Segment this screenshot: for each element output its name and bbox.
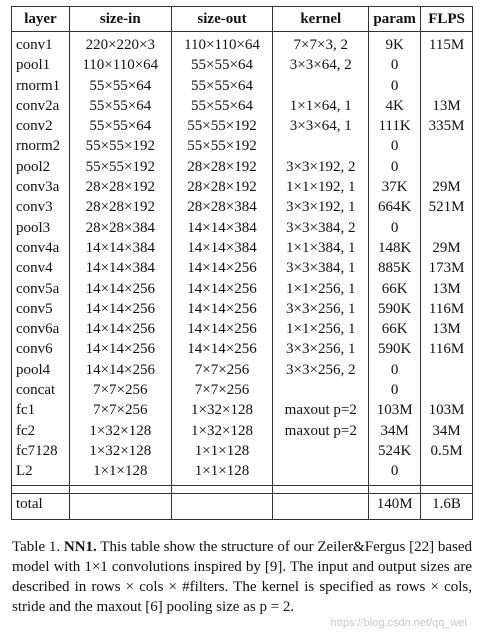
cell-kernel: maxout p=2 [273, 421, 369, 441]
cell-layer: conv5a [12, 279, 70, 299]
total-param: 140M [369, 493, 421, 519]
table-row [12, 380, 473, 400]
cell-size-out: 14×14×256 [171, 299, 273, 319]
cell-layer: conv3a [12, 177, 70, 197]
cell-kernel: 1×1×256, 1 [273, 279, 369, 299]
cell-flps [421, 136, 473, 156]
cell-layer: rnorm2 [12, 136, 70, 156]
cell-size-out: 1×1×128 [171, 461, 273, 485]
cell-param: 0 [369, 136, 421, 156]
table-total-row [12, 493, 473, 519]
cell-param: 66K [369, 279, 421, 299]
cell-param: 0 [369, 157, 421, 177]
caption-label: Table 1. [12, 539, 61, 555]
table-row [12, 360, 473, 380]
total-size-out [171, 493, 273, 519]
cell-layer: conv2 [12, 116, 70, 136]
cell-size-out: 55×55×192 [171, 116, 273, 136]
cell-size-out: 28×28×192 [171, 157, 273, 177]
table-row [12, 32, 473, 56]
cell-kernel: 3×3×384, 1 [273, 258, 369, 278]
cell-size-in: 7×7×256 [69, 380, 171, 400]
total-size-in [69, 493, 171, 519]
cell-size-out: 14×14×384 [171, 238, 273, 258]
cell-size-out: 7×7×256 [171, 360, 273, 380]
cell-size-out: 1×32×128 [171, 400, 273, 420]
cell-layer: conv5 [12, 299, 70, 319]
table-row [12, 400, 473, 420]
header-param: param [369, 7, 421, 32]
cell-kernel: 3×3×64, 2 [273, 55, 369, 75]
cell-param: 664K [369, 197, 421, 217]
table-row [12, 339, 473, 359]
cell-size-out: 55×55×64 [171, 55, 273, 75]
table-spacer [12, 485, 473, 493]
header-size-in: size-in [69, 7, 171, 32]
table-row [12, 197, 473, 217]
header-size-out: size-out [171, 7, 273, 32]
cell-size-in: 55×55×192 [69, 136, 171, 156]
cell-param: 37K [369, 177, 421, 197]
table-row [12, 177, 473, 197]
cell-flps [421, 218, 473, 238]
cell-layer: L2 [12, 461, 70, 485]
cell-size-out: 55×55×64 [171, 96, 273, 116]
cell-size-in: 55×55×64 [69, 116, 171, 136]
cell-size-out: 14×14×256 [171, 339, 273, 359]
cell-param: 66K [369, 319, 421, 339]
cell-size-in: 14×14×384 [69, 258, 171, 278]
cell-size-out: 14×14×256 [171, 258, 273, 278]
cell-size-in: 220×220×3 [69, 32, 171, 56]
cell-layer: conv2a [12, 96, 70, 116]
cell-size-out: 7×7×256 [171, 380, 273, 400]
cell-layer: pool2 [12, 157, 70, 177]
cell-layer: conv3 [12, 197, 70, 217]
cell-size-in: 14×14×256 [69, 299, 171, 319]
cell-kernel [273, 136, 369, 156]
cell-kernel: 3×3×64, 1 [273, 116, 369, 136]
cell-param: 524K [369, 441, 421, 461]
cell-kernel: 3×3×256, 1 [273, 299, 369, 319]
cell-flps [421, 76, 473, 96]
cell-size-out: 1×32×128 [171, 421, 273, 441]
cell-param: 4K [369, 96, 421, 116]
cell-flps: 13M [421, 96, 473, 116]
cell-kernel: 1×1×64, 1 [273, 96, 369, 116]
cell-size-in: 28×28×192 [69, 177, 171, 197]
cell-size-out: 1×1×128 [171, 441, 273, 461]
cell-flps [421, 55, 473, 75]
cell-size-in: 1×32×128 [69, 441, 171, 461]
caption-table-name: NN1. [63, 539, 97, 555]
cell-size-out: 28×28×384 [171, 197, 273, 217]
cell-size-in: 28×28×384 [69, 218, 171, 238]
header-kernel: kernel [273, 7, 369, 32]
cell-flps: 173M [421, 258, 473, 278]
cell-size-in: 14×14×256 [69, 360, 171, 380]
cell-param: 0 [369, 360, 421, 380]
header-flps: FLPS [421, 7, 473, 32]
cell-size-out: 110×110×64 [171, 32, 273, 56]
cell-kernel [273, 380, 369, 400]
cell-param: 111K [369, 116, 421, 136]
cell-layer: conv6 [12, 339, 70, 359]
cell-flps: 34M [421, 421, 473, 441]
cell-size-out: 55×55×192 [171, 136, 273, 156]
watermark-text: https://blog.csdn.net/qq_wel [330, 617, 467, 629]
cell-param: 9K [369, 32, 421, 56]
cell-size-in: 1×32×128 [69, 421, 171, 441]
cell-size-in: 14×14×384 [69, 238, 171, 258]
cell-size-in: 55×55×192 [69, 157, 171, 177]
structure-table-container [11, 6, 473, 520]
cell-size-in: 1×1×128 [69, 461, 171, 485]
table-row [12, 238, 473, 258]
cell-size-in: 14×14×256 [69, 279, 171, 299]
cell-layer: concat [12, 380, 70, 400]
cell-flps [421, 360, 473, 380]
cell-layer: pool3 [12, 218, 70, 238]
table-row [12, 461, 473, 485]
cell-flps: 13M [421, 279, 473, 299]
cell-flps: 13M [421, 319, 473, 339]
cell-layer: rnorm1 [12, 76, 70, 96]
total-kernel [273, 493, 369, 519]
cell-param: 590K [369, 339, 421, 359]
table-row [12, 136, 473, 156]
cell-layer: pool4 [12, 360, 70, 380]
cell-kernel: maxout p=2 [273, 400, 369, 420]
cell-size-in: 28×28×192 [69, 197, 171, 217]
cell-size-in: 14×14×256 [69, 339, 171, 359]
cell-flps [421, 461, 473, 485]
cell-flps: 0.5M [421, 441, 473, 461]
cell-layer: conv4a [12, 238, 70, 258]
table-row [12, 319, 473, 339]
table-header-row [12, 7, 473, 32]
cell-kernel: 3×3×384, 2 [273, 218, 369, 238]
table-row [12, 55, 473, 75]
cell-size-in: 7×7×256 [69, 400, 171, 420]
cell-layer: conv6a [12, 319, 70, 339]
cell-kernel: 3×3×192, 1 [273, 197, 369, 217]
cell-kernel [273, 441, 369, 461]
cell-flps [421, 380, 473, 400]
cell-size-in: 55×55×64 [69, 76, 171, 96]
cell-size-in: 14×14×256 [69, 319, 171, 339]
cell-flps [421, 157, 473, 177]
caption-text: This table show the structure of our Zeiler&Fergus [22] based model with 1×1 convolutions inspired by [9]. The input and output sizes are described in rows × cols × #filters. The kernel is specified as rows × cols, stride and the maxout [6] pooling size as p = 2. [12, 539, 473, 615]
cell-size-out: 14×14×256 [171, 279, 273, 299]
cell-layer: conv4 [12, 258, 70, 278]
cell-size-out: 14×14×256 [171, 319, 273, 339]
cell-layer: fc7128 [12, 441, 70, 461]
total-label: total [12, 493, 70, 519]
cell-flps: 115M [421, 32, 473, 56]
cell-param: 590K [369, 299, 421, 319]
cell-size-in: 110×110×64 [69, 55, 171, 75]
cell-kernel: 1×1×192, 1 [273, 177, 369, 197]
table-row [12, 421, 473, 441]
cell-flps: 116M [421, 299, 473, 319]
table-row [12, 218, 473, 238]
cell-param: 0 [369, 76, 421, 96]
cell-param: 885K [369, 258, 421, 278]
cell-layer: pool1 [12, 55, 70, 75]
cell-kernel [273, 461, 369, 485]
cell-kernel: 3×3×192, 2 [273, 157, 369, 177]
table-row [12, 76, 473, 96]
cell-flps: 335M [421, 116, 473, 136]
cell-param: 0 [369, 218, 421, 238]
table-row [12, 279, 473, 299]
cell-kernel: 1×1×384, 1 [273, 238, 369, 258]
cell-param: 148K [369, 238, 421, 258]
cell-size-out: 55×55×64 [171, 76, 273, 96]
total-flps: 1.6B [421, 493, 473, 519]
cell-size-out: 28×28×192 [171, 177, 273, 197]
table-row [12, 157, 473, 177]
table-row [12, 441, 473, 461]
cell-flps: 103M [421, 400, 473, 420]
table-caption [12, 537, 472, 617]
cell-param: 34M [369, 421, 421, 441]
structure-table [11, 6, 473, 520]
cell-flps: 116M [421, 339, 473, 359]
cell-flps: 29M [421, 177, 473, 197]
cell-flps: 29M [421, 238, 473, 258]
cell-kernel: 1×1×256, 1 [273, 319, 369, 339]
table-row [12, 258, 473, 278]
cell-layer: fc2 [12, 421, 70, 441]
cell-param: 0 [369, 461, 421, 485]
cell-flps: 521M [421, 197, 473, 217]
table-row [12, 96, 473, 116]
cell-param: 0 [369, 55, 421, 75]
cell-kernel: 3×3×256, 1 [273, 339, 369, 359]
cell-layer: conv1 [12, 32, 70, 56]
table-body [12, 32, 473, 486]
cell-kernel [273, 76, 369, 96]
cell-size-in: 55×55×64 [69, 96, 171, 116]
cell-param: 0 [369, 380, 421, 400]
cell-kernel: 7×7×3, 2 [273, 32, 369, 56]
cell-kernel: 3×3×256, 2 [273, 360, 369, 380]
header-layer: layer [12, 7, 70, 32]
table-row [12, 299, 473, 319]
cell-param: 103M [369, 400, 421, 420]
cell-size-out: 14×14×384 [171, 218, 273, 238]
table-row [12, 116, 473, 136]
cell-layer: fc1 [12, 400, 70, 420]
